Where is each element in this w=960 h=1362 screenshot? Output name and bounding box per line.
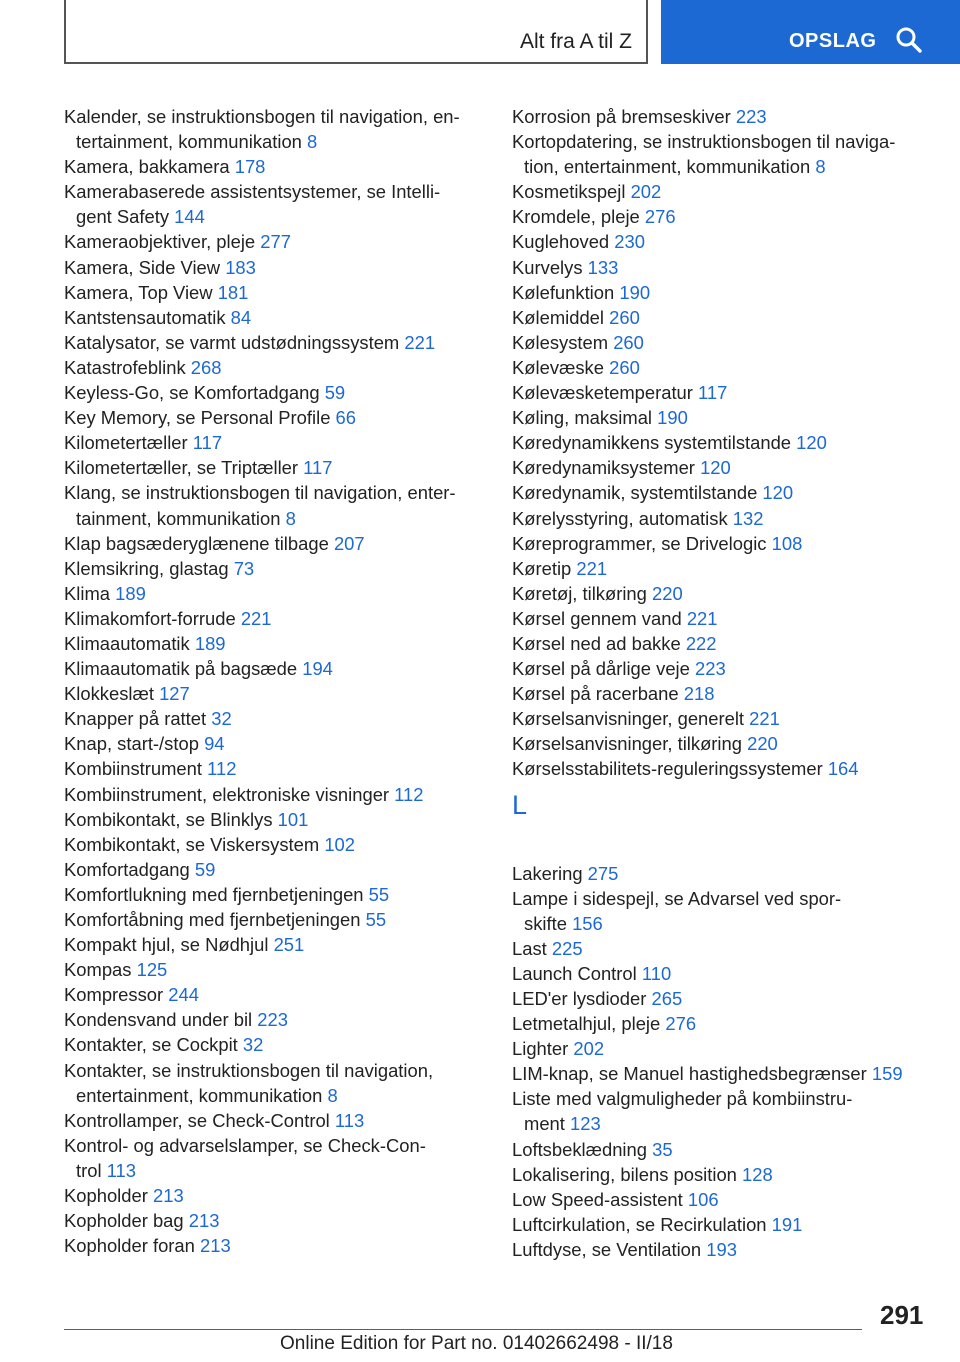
page-link[interactable]: 164 (827, 758, 859, 780)
page-link[interactable]: 191 (771, 1213, 803, 1235)
index-entry-text: Kompressor (64, 984, 164, 1006)
index-entry (64, 154, 494, 179)
page-link[interactable]: 132 (732, 507, 764, 529)
index-entry-text: Kilometertæller (64, 432, 188, 454)
page-link[interactable]: 221 (576, 557, 608, 579)
page-link[interactable]: 202 (573, 1038, 605, 1060)
index-entry-text: tion, entertainment, kommunikation (524, 156, 811, 178)
index-entry-text: Kørsel ned ad bakke (512, 632, 681, 654)
index-entry (512, 405, 942, 430)
page-link[interactable]: 32 (211, 708, 232, 730)
index-entry-text: Kamera, Top View (64, 281, 213, 303)
page-link[interactable]: 102 (324, 833, 355, 855)
index-entry-text: Kamerabaserede assistentsystemer, se Intelli- (64, 181, 441, 203)
index-entry-text: Liste med valgmuligheder på kombiinstru- (512, 1088, 853, 1110)
index-entry-text: Køreprogrammer, se Drivelogic (512, 532, 767, 554)
page-link[interactable]: 55 (365, 909, 387, 930)
index-entry-text: Køretøj, tilkøring (512, 582, 647, 604)
index-entry (64, 957, 494, 982)
index-entry-text: Key Memory, se Personal Profile (64, 407, 331, 429)
index-entry-text: Klimaautomatik på bagsæde (64, 658, 298, 680)
index-entry-text: Køredynamikkens systemtilstande (512, 432, 792, 454)
index-column-right (512, 104, 942, 1262)
index-entry-text: Katastrofeblink (64, 356, 186, 378)
index-entry (512, 1036, 942, 1061)
page-link[interactable]: 213 (200, 1235, 231, 1257)
index-entry (64, 882, 494, 907)
page-link[interactable]: 194 (302, 658, 333, 680)
index-entry (512, 861, 942, 886)
page-link[interactable]: 59 (194, 858, 216, 880)
index-entry (512, 380, 942, 405)
index-entry (64, 1032, 494, 1057)
index-entry-text: Klokkeslæt (64, 683, 154, 705)
index-entry (64, 455, 494, 480)
index-entry-text: Kølefunktion (512, 281, 615, 303)
index-entry-text: Kameraobjektiver, pleje (64, 231, 256, 253)
index-entry (64, 380, 494, 405)
index-entry-text: Kølemiddel (512, 306, 604, 328)
edition-footer: Online Edition for Part no. 01402662498 - II/18 (280, 1333, 673, 1354)
index-entry-text: Kamera, Side View (64, 256, 221, 278)
page-link[interactable]: 190 (619, 281, 651, 303)
page-link[interactable]: 220 (652, 582, 683, 604)
page-link[interactable]: 260 (609, 306, 640, 328)
index-entry-text: Kørsel på racerbane (512, 683, 679, 705)
page-link[interactable]: 8 (285, 507, 296, 529)
index-entry (64, 430, 494, 455)
page-link[interactable]: 276 (644, 206, 676, 228)
page-link[interactable]: 218 (683, 683, 715, 705)
page-link[interactable]: 260 (613, 331, 644, 353)
index-entry (512, 681, 942, 706)
index-entry-text: Kortopdatering, se instruktionsbogen til naviga- (512, 131, 896, 153)
index-entry-text: Lighter (512, 1038, 569, 1060)
index-entry-text: Korrosion på bremseskiver (512, 106, 731, 127)
search-button-label: OPSLAG (789, 30, 877, 52)
index-entry-text: Kontrol- og advarselslamper, se Check-Con- (64, 1134, 426, 1156)
index-entry (64, 907, 494, 932)
index-entry (512, 886, 942, 936)
index-entry-text: Kopholder bag (64, 1210, 184, 1232)
page-link[interactable]: 189 (115, 582, 146, 604)
page-link[interactable]: 127 (159, 683, 190, 705)
page-link[interactable]: 225 (551, 937, 583, 959)
index-entry-text: Klima (64, 582, 110, 604)
index-entry (512, 506, 942, 531)
index-entry (512, 731, 942, 756)
index-entry (64, 581, 494, 606)
index-entry-text: Kørsel på dårlige veje (512, 658, 690, 680)
index-entry-text: Komfortadgang (64, 858, 190, 880)
page-link[interactable]: 277 (260, 231, 291, 253)
index-entry (64, 832, 494, 857)
index-entry (512, 581, 942, 606)
page-link[interactable]: 268 (190, 356, 222, 378)
page-link[interactable]: 189 (194, 632, 226, 654)
page-link[interactable]: 276 (665, 1013, 697, 1035)
page-link[interactable]: 190 (657, 407, 688, 429)
index-entry-text: LIM-knap, se Manuel hastighedsbegrænser (512, 1063, 867, 1085)
index-entry (512, 229, 942, 254)
index-entry (64, 405, 494, 430)
index-entry (512, 480, 942, 505)
page-link[interactable]: 221 (404, 331, 436, 353)
page-link[interactable]: 84 (230, 306, 252, 328)
page-link[interactable]: 117 (698, 382, 728, 404)
index-entry-text: Kuglehoved (512, 231, 610, 253)
page-link[interactable]: 59 (324, 382, 346, 404)
index-entry (512, 255, 942, 280)
index-entry (512, 1187, 942, 1212)
index-entry-text: Kørselsstabilitets-reguleringssystemer (512, 758, 823, 780)
page-link[interactable]: 108 (771, 532, 803, 554)
page-link[interactable]: 66 (335, 407, 357, 429)
index-entry-text: Klemsikring, glastag (64, 557, 229, 579)
index-entry (512, 1137, 942, 1162)
page-link[interactable]: 120 (762, 482, 794, 504)
index-entry-text: Low Speed-assistent (512, 1188, 683, 1210)
index-column-left (64, 104, 494, 1258)
page-link[interactable]: 133 (587, 256, 619, 278)
page-link[interactable]: 230 (614, 231, 645, 253)
page-link[interactable]: 223 (695, 658, 726, 680)
index-entry (64, 305, 494, 330)
index-entry-text: entertainment, kommunikation (76, 1084, 323, 1106)
index-entry (512, 656, 942, 681)
index-entry (512, 706, 942, 731)
index-entry-text: Kølevæske (512, 356, 604, 378)
index-entry (512, 104, 942, 129)
index-entry (64, 1133, 494, 1183)
index-entry-text: Klang, se instruktionsbogen til navigation, enter- (64, 482, 456, 504)
page-link[interactable]: 125 (136, 959, 168, 981)
index-entry (64, 1007, 494, 1032)
index-entry (512, 129, 942, 179)
section-tab-label: Alt fra A til Z (519, 30, 632, 53)
index-entry-text: Luftdyse, se Ventilation (512, 1238, 702, 1260)
search-button[interactable] (661, 0, 960, 64)
index-entry-text: Komfortlukning med fjernbetjeningen (64, 883, 364, 905)
index-entry (512, 204, 942, 229)
page-link[interactable]: 94 (204, 733, 225, 755)
page-link[interactable]: 156 (572, 912, 603, 934)
index-entry-text: Kompakt hjul, se Nødhjul (64, 934, 269, 956)
page-link[interactable]: 120 (700, 457, 731, 479)
page-link[interactable]: 112 (207, 758, 237, 780)
index-entry (512, 756, 942, 781)
index-entry-text: Kurvelys (512, 256, 583, 278)
index-entry-text: Kørselsanvisninger, tilkøring (512, 733, 742, 755)
index-entry-text: Kombiinstrument (64, 758, 202, 780)
page-link[interactable]: 117 (192, 432, 223, 454)
index-entry (64, 255, 494, 280)
footer-divider (64, 1329, 862, 1330)
index-entry-text: Kilometertæller, se Triptæller (64, 457, 299, 479)
index-entry-text: Kalender, se instruktionsbogen til navigation, en- (64, 106, 460, 127)
index-entry (512, 305, 942, 330)
index-entry-text: Komfortåbning med fjernbetjeningen (64, 909, 361, 930)
index-entry-text: Lakering (512, 862, 583, 884)
page-link[interactable]: 221 (749, 708, 780, 730)
page-link[interactable]: 178 (234, 156, 266, 178)
page-link[interactable]: 181 (217, 281, 249, 303)
page-link[interactable]: 223 (735, 106, 767, 127)
index-entry-text: Kondensvand under bil (64, 1009, 253, 1031)
index-entry-text: Kontakter, se Cockpit (64, 1034, 238, 1056)
index-entry-text: LED'er lysdioder (512, 988, 647, 1009)
index-entry-text: Kontrollamper, se Check-Control (64, 1109, 330, 1131)
index-entry (64, 807, 494, 832)
index-entry-text: Letmetalhjul, pleje (512, 1013, 661, 1035)
index-entry-text: gent Safety (76, 206, 170, 228)
index-entry (64, 631, 494, 656)
index-entry (64, 1108, 494, 1133)
index-entry-text: Kombikontakt, se Blinklys (64, 808, 273, 830)
index-entry-text: Køling, maksimal (512, 407, 653, 429)
index-entry-text: Kontakter, se instruktionsbogen til navigation, (64, 1059, 434, 1081)
page-link[interactable]: 260 (609, 356, 640, 378)
index-entry-text: Keyless-Go, se Komfortadgang (64, 382, 320, 404)
index-entry (64, 731, 494, 756)
page-link[interactable]: 8 (815, 156, 826, 178)
page-link[interactable]: 220 (747, 733, 778, 755)
index-entry (512, 606, 942, 631)
index-entry-text: Kantstensautomatik (64, 306, 226, 328)
index-entry (512, 556, 942, 581)
page-link[interactable]: 117 (303, 457, 333, 479)
index-entry (64, 280, 494, 305)
index-entry (512, 531, 942, 556)
index-entry (512, 1061, 942, 1086)
page-link[interactable]: 8 (327, 1084, 338, 1106)
index-entry (512, 330, 942, 355)
page-link[interactable]: 32 (242, 1034, 264, 1056)
index-entry-text: tertainment, kommunikation (76, 131, 302, 153)
index-entry (64, 857, 494, 882)
index-entry (512, 355, 942, 380)
page-link[interactable]: 123 (570, 1113, 601, 1135)
page-link[interactable]: 113 (334, 1109, 365, 1131)
section-tab (64, 0, 648, 64)
index-entry-text: Luftcirkulation, se Recirkulation (512, 1213, 767, 1235)
index-entry-text: Kopholder (64, 1185, 148, 1207)
page-link[interactable]: 202 (630, 181, 662, 203)
index-entry-text: Klap bagsæderyglænene tilbage (64, 532, 329, 554)
index-entry (64, 229, 494, 254)
index-entry (64, 681, 494, 706)
index-entry-text: Kombiinstrument, elektroniske visninger (64, 783, 390, 805)
page-link[interactable]: 244 (168, 984, 199, 1006)
index-entry (512, 1086, 942, 1136)
page-link[interactable]: 113 (106, 1159, 137, 1181)
page-link[interactable]: 73 (233, 557, 255, 579)
index-entry-text: skifte (524, 912, 567, 934)
index-entry (512, 1162, 942, 1187)
index-entry-text: Kompas (64, 959, 132, 981)
index-entry (64, 1233, 494, 1258)
index-entry-text: Køredynamik, systemtilstande (512, 482, 758, 504)
index-entry (64, 782, 494, 807)
index-entry-text: Katalysator, se varmt udstødningssystem (64, 331, 400, 353)
page-link[interactable]: 128 (742, 1163, 773, 1185)
index-entry (64, 1058, 494, 1108)
index-entry (64, 606, 494, 631)
index-entry-text: Launch Control (512, 962, 637, 984)
index-entry (64, 179, 494, 229)
index-entry-text: trol (76, 1159, 102, 1181)
index-entry (64, 1183, 494, 1208)
page-link[interactable]: 222 (685, 632, 717, 654)
index-entry (64, 330, 494, 355)
index-entry (64, 355, 494, 380)
search-icon (895, 26, 923, 54)
page-link[interactable]: 112 (394, 783, 424, 805)
page-link[interactable]: 159 (871, 1063, 903, 1085)
index-entry-text: Klimaautomatik (64, 632, 190, 654)
index-entry (512, 631, 942, 656)
index-entry-text: Kørelysstyring, automatisk (512, 507, 728, 529)
index-entry (512, 936, 942, 961)
page-link[interactable]: 221 (240, 607, 272, 629)
index-entry (64, 756, 494, 781)
index-entry-text: Kølevæsketemperatur (512, 382, 693, 404)
index-entry (512, 961, 942, 986)
index-entry-text: Knapper på rattet (64, 708, 207, 730)
index-entry (64, 706, 494, 731)
index-entry-text: Kosmetikspejl (512, 181, 626, 203)
page-link[interactable]: 223 (257, 1009, 288, 1031)
index-entry-text: Kørselsanvisninger, generelt (512, 708, 745, 730)
index-entry (512, 1237, 942, 1262)
page-link[interactable]: 213 (188, 1210, 220, 1232)
page-link[interactable]: 275 (587, 862, 619, 884)
index-entry-text: tainment, kommunikation (76, 507, 281, 529)
index-entry-text: ment (524, 1113, 565, 1135)
index-entry-text: Kombikontakt, se Viskersystem (64, 833, 320, 855)
index-entry-text: Last (512, 937, 547, 959)
page-link[interactable]: 110 (641, 962, 672, 984)
page-link[interactable]: 35 (652, 1138, 673, 1160)
page-link[interactable]: 251 (273, 934, 305, 956)
page-link[interactable]: 101 (277, 808, 309, 830)
index-entry (64, 531, 494, 556)
page-link[interactable]: 144 (174, 206, 205, 228)
page-link[interactable]: 193 (706, 1238, 737, 1260)
index-entry (64, 1208, 494, 1233)
index-entry (64, 480, 494, 530)
index-entry (512, 455, 942, 480)
page-link[interactable]: 55 (368, 883, 390, 905)
page-link[interactable]: 106 (687, 1188, 719, 1210)
index-entry (512, 986, 942, 1011)
index-entry (64, 104, 494, 154)
index-entry-text: Køredynamiksystemer (512, 457, 695, 479)
index-entry (512, 179, 942, 204)
page-link[interactable]: 207 (333, 532, 365, 554)
index-entry-text: Lokalisering, bilens position (512, 1163, 737, 1185)
index-entry (512, 1212, 942, 1237)
index-entry-text: Loftsbeklædning (512, 1138, 647, 1160)
index-entry-text: Lampe i sidespejl, se Advarsel ved spor- (512, 887, 842, 909)
page-link[interactable]: 221 (686, 607, 718, 629)
index-entry (512, 430, 942, 455)
index-entry (64, 982, 494, 1007)
page-link[interactable]: 213 (152, 1185, 184, 1207)
index-entry-text: Kopholder foran (64, 1235, 195, 1257)
letter-heading: L (512, 789, 528, 820)
index-entry-text: Kamera, bakkamera (64, 156, 230, 178)
index-entry-text: Køretip (512, 557, 572, 579)
index-entry (64, 656, 494, 681)
index-entry-text: Kølesystem (512, 331, 609, 353)
index-entry (64, 556, 494, 581)
page-link[interactable]: 183 (225, 256, 256, 278)
index-entry-text: Knap, start-/stop (64, 733, 199, 755)
index-entry-text: Kørsel gennem vand (512, 607, 682, 629)
page-link[interactable]: 265 (651, 988, 683, 1009)
index-entry-text: Klimakomfort-forrude (64, 607, 236, 629)
index-entry (512, 1011, 942, 1036)
page-link[interactable]: 120 (796, 432, 827, 454)
page-link[interactable]: 8 (307, 131, 318, 153)
index-entry (512, 280, 942, 305)
index-entry-text: Kromdele, pleje (512, 206, 640, 228)
index-entry (64, 932, 494, 957)
page-number: 291 (880, 1300, 924, 1330)
